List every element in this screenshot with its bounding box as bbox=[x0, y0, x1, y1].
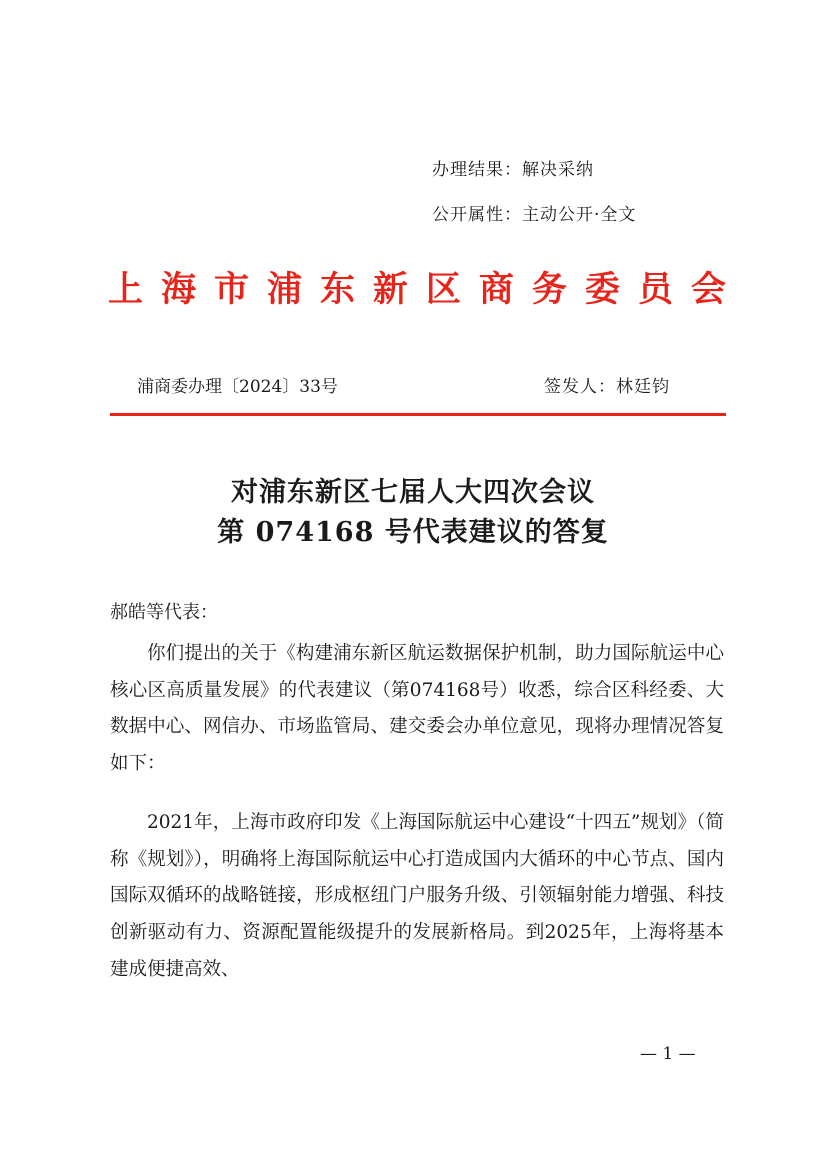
document-title-line-1: 对浦东新区七届人大四次会议 bbox=[231, 477, 595, 508]
organization-title-char: 商 bbox=[478, 270, 514, 310]
organization-title-char: 委 bbox=[584, 270, 620, 310]
organization-title-char: 东 bbox=[319, 270, 355, 310]
organization-title-char: 务 bbox=[531, 270, 567, 310]
organization-title-char: 市 bbox=[213, 270, 249, 310]
body-paragraph-1: 你们提出的关于《构建浦东新区航运数据保护机制，助力国际航运中心核心区高质量发展》的代表建议（第074168号）收悉，综合区科经委、大数据中心、网信办、市场监管局、建交委会办单位意见，现将办理情况答复如下： bbox=[110, 643, 724, 775]
organization-title bbox=[108, 262, 726, 312]
page-number: — 1 — bbox=[640, 1044, 696, 1064]
salutation: 郝皓等代表： bbox=[110, 602, 218, 623]
organization-title-char: 区 bbox=[425, 270, 461, 310]
document-number: 浦商委办理〔2024〕33号 bbox=[137, 377, 338, 397]
organization-title-char: 上 bbox=[108, 270, 144, 310]
organization-title-char: 会 bbox=[690, 270, 726, 310]
organization-title-char: 新 bbox=[372, 270, 408, 310]
organization-title-char: 员 bbox=[637, 270, 673, 310]
red-divider-line bbox=[110, 413, 726, 416]
body-paragraph-2: 2021年，上海市政府印发《上海国际航运中心建设“十四五”规划》（简称《规划》），明确将上海国际航运中心打造成国内大循环的中心节点、国内国际双循环的战略链接，形成枢纽门户服务升级、引领辐射能力增强、科技创新驱动有力、资源配置能级提升的发展新格局。到2025年，上海将基本建成便捷高效、 bbox=[110, 812, 724, 980]
document-title-line-2: 第 074168 号代表建议的答复 bbox=[217, 517, 609, 548]
processing-result: 办理结果：解决采纳 bbox=[432, 160, 594, 180]
disclosure-attribute: 公开属性：主动公开·全文 bbox=[432, 205, 637, 225]
organization-title-char: 海 bbox=[160, 270, 196, 310]
organization-title-char: 浦 bbox=[266, 270, 302, 310]
signer: 签发人：林廷钧 bbox=[544, 377, 670, 397]
